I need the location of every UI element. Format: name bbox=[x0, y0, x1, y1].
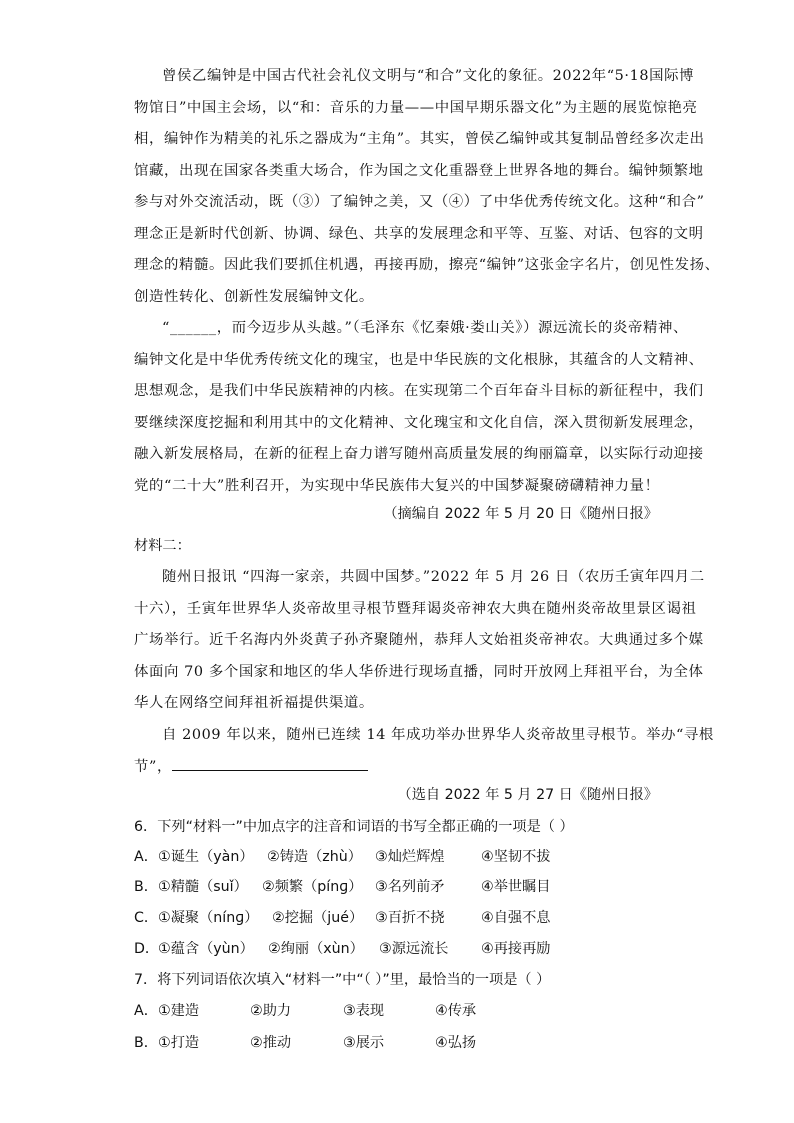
option-item: ③灿烂辉煌 bbox=[375, 849, 445, 865]
answer-blank[interactable] bbox=[172, 756, 368, 771]
option-item: ④弘扬 bbox=[435, 1035, 477, 1051]
option-letter: B． bbox=[134, 1035, 158, 1051]
material2-p1-line: 随州日报讯 “四海一家亲，共圆中国梦。”2022 年 5 月 26 日（农历壬寅年四月二 bbox=[162, 569, 705, 585]
option-item: ②频繁（pínɡ） bbox=[262, 879, 363, 895]
option-item: ②挖掘（jué） bbox=[272, 910, 364, 926]
material1-p2-line: “______，而今迈步从头越。”（毛泽东《忆秦娥·娄山关》）源远流长的炎帝精神、 bbox=[162, 320, 688, 336]
option-item: ②绚丽（xùn） bbox=[268, 941, 364, 957]
option-item: ④自强不息 bbox=[481, 910, 551, 926]
option-letter: B． bbox=[134, 879, 158, 895]
material2-label: 材料二： bbox=[134, 538, 191, 554]
material1-p1-line: 理念正是新时代创新、协调、绿色、共享的发展理念和平等、互鉴、对话、包容的文明 bbox=[134, 226, 704, 242]
material1-p2-line: 编钟文化是中华优秀传统文化的瑰宝，也是中华民族的文化根脉，其蕴含的人文精神、 bbox=[134, 352, 704, 368]
material2-p2-line-2 bbox=[134, 756, 368, 777]
material1-p2-line: 融入新发展格局，在新的征程上奋力谱写随州高质量发展的绚丽篇章，以实际行动迎接 bbox=[134, 446, 704, 462]
option-item: ③名列前矛 bbox=[375, 879, 445, 895]
option-letter: D． bbox=[134, 941, 160, 957]
option-item: ④举世瞩目 bbox=[481, 879, 551, 895]
option-item: ④坚韧不拔 bbox=[481, 849, 551, 865]
option-item: ③展示 bbox=[343, 1035, 385, 1051]
q7-option-b[interactable] bbox=[134, 1033, 554, 1053]
option-item: ①凝聚（nínɡ） bbox=[158, 910, 259, 926]
option-item: ①建造 bbox=[158, 1003, 200, 1019]
option-item: ①蕴含（yùn） bbox=[158, 941, 254, 957]
option-item: ③源远流长 bbox=[379, 941, 449, 957]
question-7-stem: 7．将下列词语依次填入“材料一”中“（ ）”里，最恰当的一项是（ ） bbox=[134, 972, 551, 988]
option-item: ②铸造（zhù） bbox=[267, 849, 362, 865]
material2-p1-line: 体面向 70 多个国家和地区的华人华侨进行现场直播，同时开放网上拜祖平台，为全体 bbox=[134, 664, 704, 680]
material1-p1-line: 相，编钟作为精美的礼乐之器成为“主角”。其实，曾侯乙编钟或其复制品曾经多次走出 bbox=[134, 131, 705, 147]
option-letter: A． bbox=[134, 1003, 158, 1019]
material1-p1-line: 理念的精髓。因此我们要抓住机遇，再接再励，擦亮“编钟”这张金字名片，创见性发扬、 bbox=[134, 257, 720, 273]
q7-option-a[interactable] bbox=[134, 1001, 554, 1021]
question-6-stem: 6．下列“材料一”中加点字的注音和词语的书写全都正确的一项是（ ） bbox=[134, 819, 574, 835]
option-item: ③表现 bbox=[343, 1003, 385, 1019]
option-item: ②推动 bbox=[250, 1035, 292, 1051]
material1-p1-line: 曾侯乙编钟是中国古代社会礼仪文明与“和合”文化的象征。2022年“5·18国际博 bbox=[162, 68, 695, 84]
q6-option-d[interactable] bbox=[134, 939, 694, 959]
option-item: ④传承 bbox=[435, 1003, 477, 1019]
option-letter: C． bbox=[134, 910, 159, 926]
option-item: ①诞生（yàn） bbox=[158, 849, 254, 865]
option-item: ④再接再励 bbox=[481, 941, 551, 957]
material1-p1-line: 物馆日”中国主会场，以“和：音乐的力量——中国早期乐器文化”为主题的展览惊艳亮 bbox=[134, 100, 698, 116]
option-item: ③百折不挠 bbox=[375, 910, 445, 926]
q6-option-a[interactable] bbox=[134, 847, 694, 867]
material2-p2-prefix: 节”， bbox=[134, 759, 172, 775]
option-item: ①精髓（suǐ） bbox=[158, 879, 248, 895]
material2-p1-line: 华人在网络空间拜祖祈福提供渠道。 bbox=[134, 695, 374, 711]
material2-source: （选自 2022 年 5 月 27 日《随州日报》 bbox=[397, 787, 658, 803]
option-letter: A． bbox=[134, 849, 158, 865]
option-item: ①打造 bbox=[158, 1035, 200, 1051]
material1-p1-line: 馆藏，出现在国家各类重大场合，作为国之文化重器登上世界各地的舞台。编钟频繁地 bbox=[134, 163, 704, 179]
material1-p1-line: 参与对外交流活动，既（③）了编钟之美，又（④）了中华优秀传统文化。这种“和合” bbox=[134, 194, 705, 210]
material2-p1-line: 十六），壬寅年世界华人炎帝故里寻根节暨拜谒炎帝神农大典在随州炎帝故里景区谒祖 bbox=[134, 601, 697, 617]
option-item: ②助力 bbox=[250, 1003, 292, 1019]
material1-p1-line: 创造性转化、创新性发展编钟文化。 bbox=[134, 289, 374, 305]
material2-p1-line: 广场举行。近千名海内外炎黄子孙齐聚随州，恭拜人文始祖炎帝神农。大典通过多个媒 bbox=[134, 632, 704, 648]
material1-p2-line: 要继续深度挖掘和利用其中的文化精神、文化瑰宝和文化自信，深入贯彻新发展理念， bbox=[134, 415, 704, 431]
material1-p2-line: 思想观念，是我们中华民族精神的内核。在实现第二个百年奋斗目标的新征程中，我们 bbox=[134, 383, 704, 399]
q6-option-c[interactable] bbox=[134, 908, 694, 928]
material1-p2-line: 党的“二十大”胜利召开，为实现中华民族伟大复兴的中国梦凝聚磅礴精神力量！ bbox=[134, 478, 660, 494]
q6-option-b[interactable] bbox=[134, 877, 694, 897]
material2-p2-line: 自 2009 年以来，随州已连续 14 年成功举办世界华人炎帝故里寻根节。举办“寻根 bbox=[162, 727, 714, 743]
material1-source: （摘编自 2022 年 5 月 20 日《随州日报》 bbox=[383, 506, 658, 522]
